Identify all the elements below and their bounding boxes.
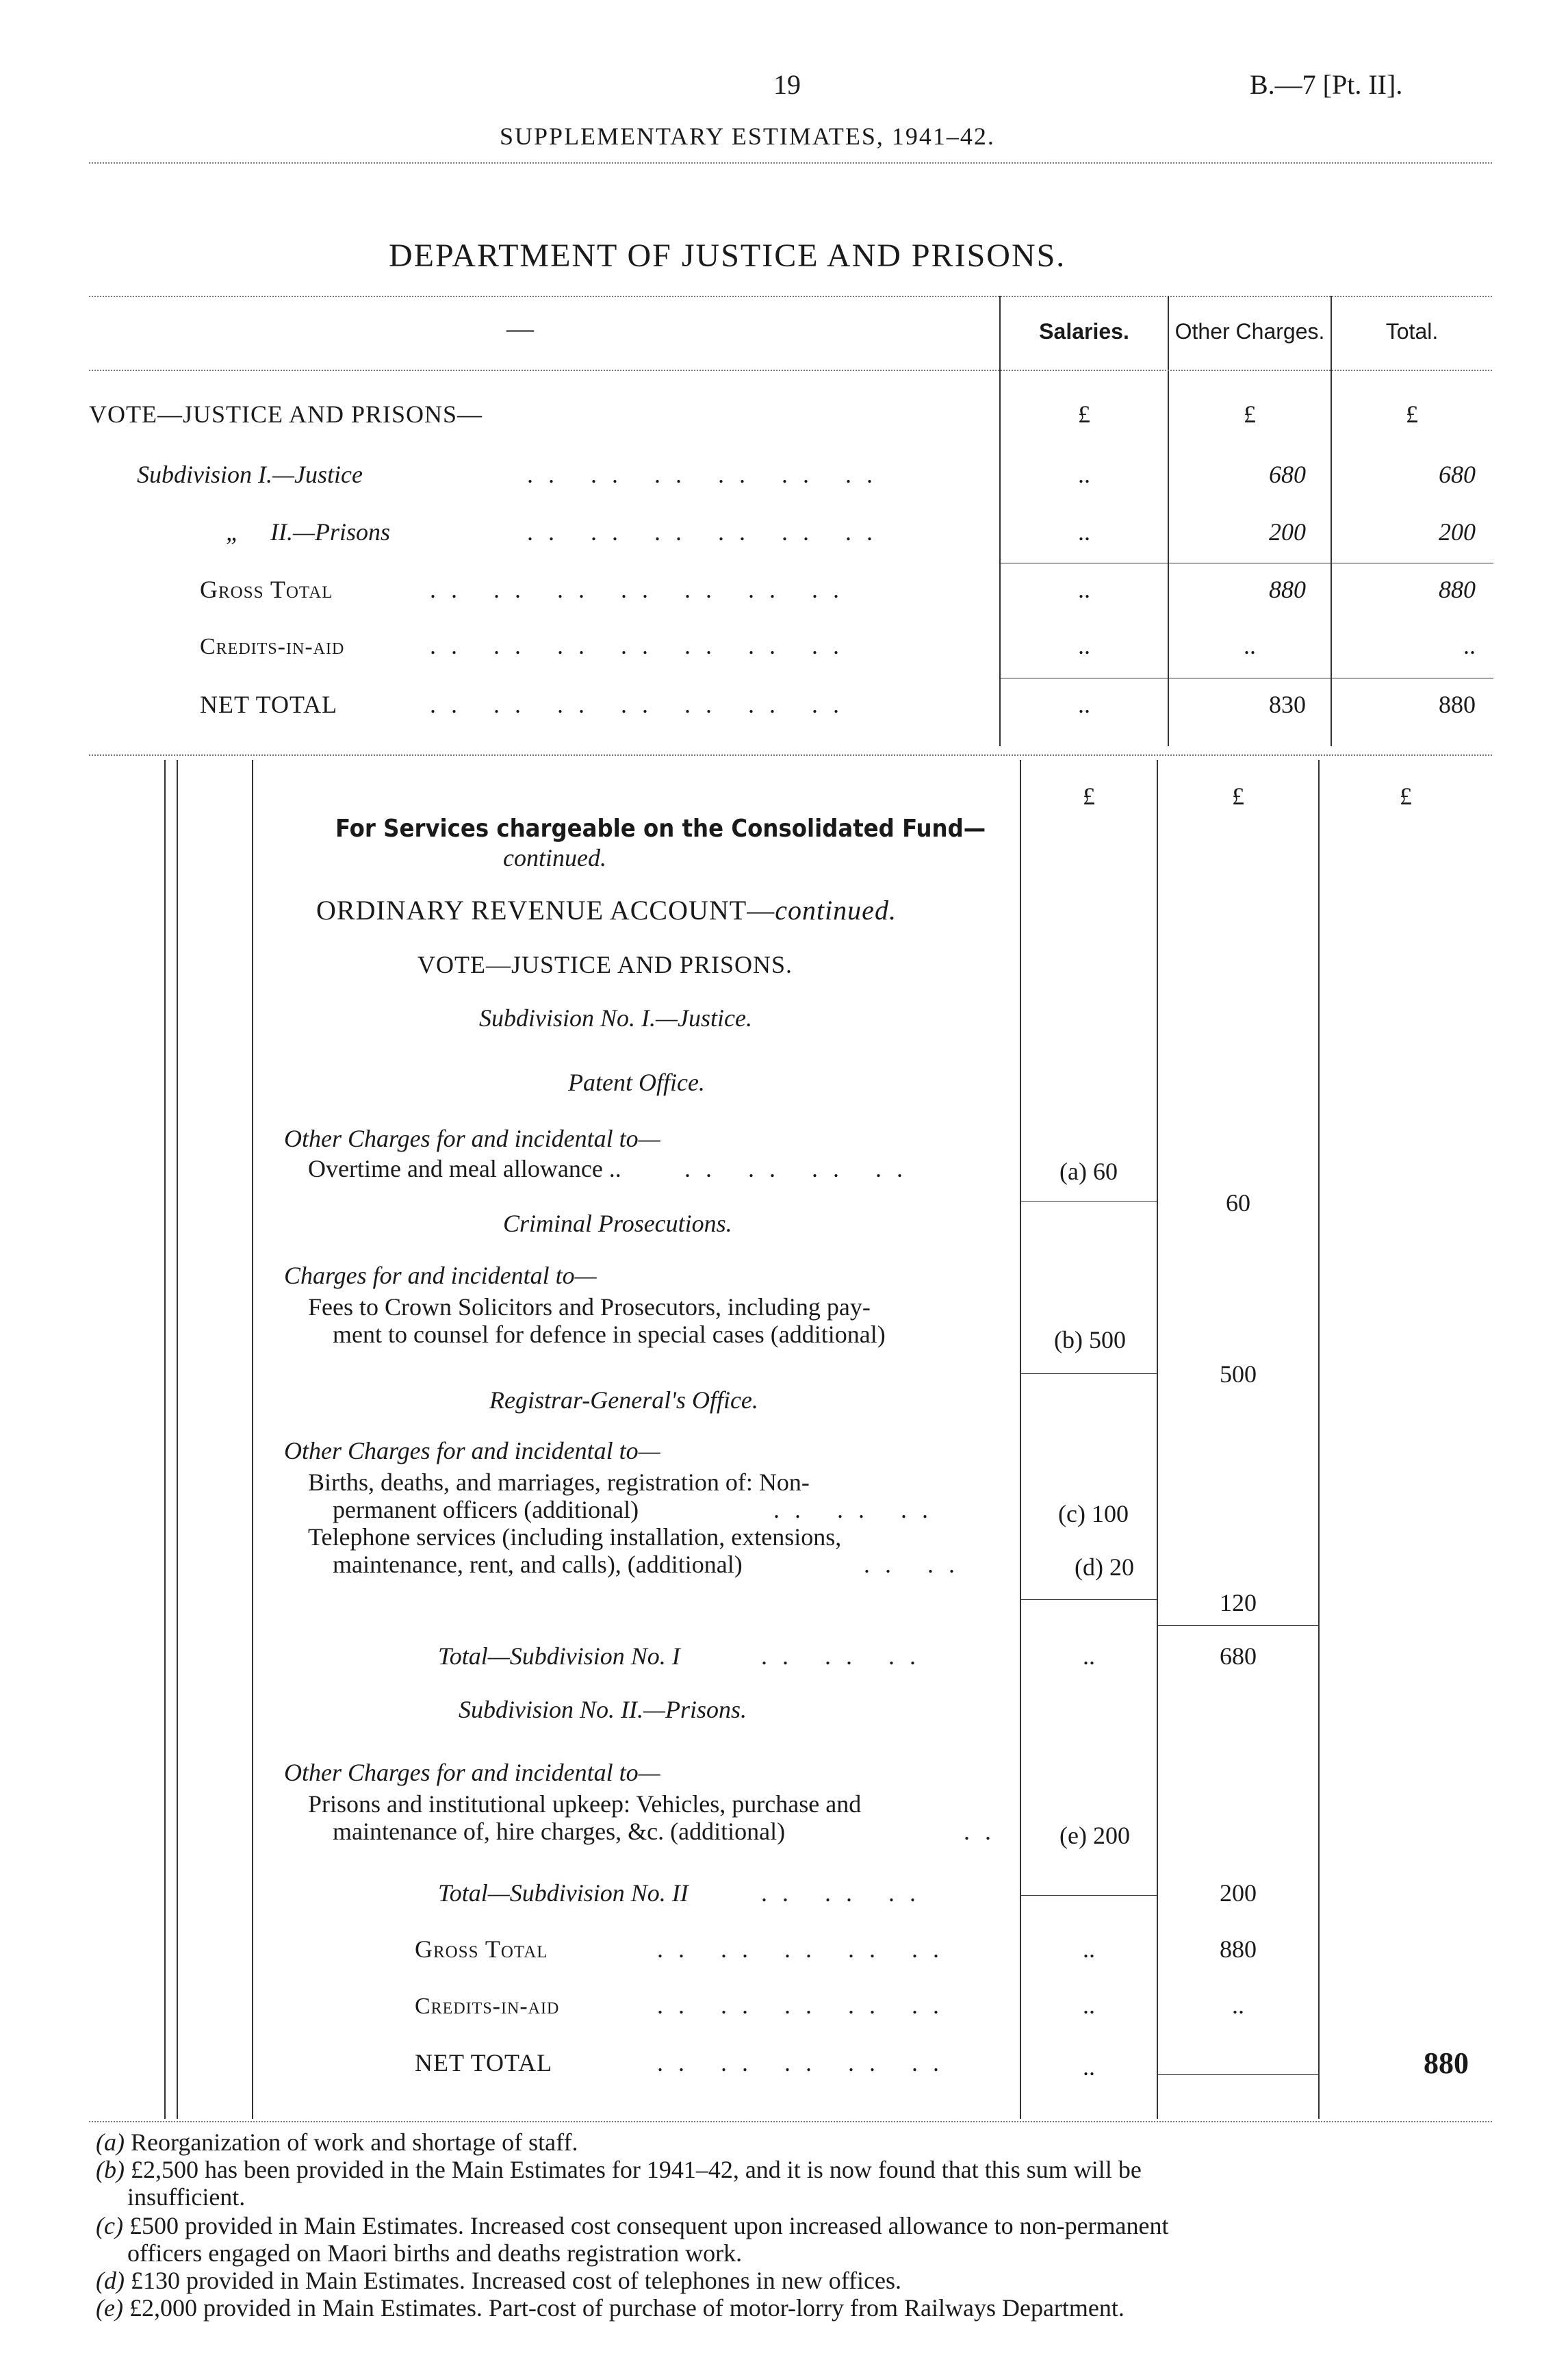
subtotal-rule [1158,2074,1318,2075]
item-rule [1021,1373,1157,1374]
leader-dots: .. .. .. [761,1642,931,1670]
registrar-general-heading: Registrar-General's Office. [489,1386,758,1414]
column-header-other-charges: Other Charges. [1174,319,1325,344]
charges-heading: Charges for and incidental to— [284,1262,597,1289]
summary-total-cell: 880 [1439,576,1476,603]
leader-dots: .. .. .. .. .. .. .. [430,691,854,718]
leader-dots: .. .. .. .. .. [657,1935,954,1963]
summary-other-cell: .. [1244,632,1256,659]
telephone-amount: (d) 20 [1075,1553,1134,1581]
header-rule [89,162,1492,164]
leader-dots: .. .. .. .. .. [657,1992,954,2019]
footnote-b-continued: insufficient. [127,2183,246,2211]
credits-in-aid-salaries: .. [1083,1992,1095,2019]
summary-net-total-label: NET TOTAL [200,691,338,718]
summary-total-cell: 200 [1439,518,1476,546]
registrar-subtotal: 120 [1220,1589,1257,1616]
leader-dots: .. .. .. [761,1879,931,1907]
summary-salaries-cell: .. [1078,461,1090,488]
summary-salaries-cell: .. [1078,632,1090,659]
column-header-total: Total. [1385,319,1439,344]
summary-total-cell: 680 [1439,461,1476,488]
overtime-item: Overtime and meal allowance .. [308,1155,621,1182]
leader-dots: .. .. [864,1551,970,1578]
detail-currency-1: £ [1083,783,1095,810]
leader-dots: .. .. .. .. .. .. .. [430,576,854,603]
patent-office-heading: Patent Office. [568,1069,705,1096]
summary-bottom-rule [89,754,1492,756]
fees-subtotal: 500 [1220,1360,1257,1388]
document-reference: B.—7 [Pt. II]. [1250,69,1403,100]
summary-other-cell: 200 [1269,518,1306,546]
credits-in-aid-label: Credits-in-aid [415,1994,560,2019]
subdivision-1-heading: Subdivision No. I.—Justice. [479,1004,752,1032]
prisons-item-line2: maintenance of, hire charges, &c. (additional) [333,1818,786,1845]
subdivision-2-heading: Subdivision No. II.—Prisons. [459,1696,747,1723]
detail-currency-2: £ [1232,783,1244,810]
page-title: DEPARTMENT OF JUSTICE AND PRISONS. [389,238,1066,274]
fees-item-line2: ment to counsel for defence in special cases (additional) [333,1321,886,1348]
fees-item-line1: Fees to Crown Solicitors and Prosecutors, including pay- [308,1293,871,1321]
summary-total-cell: 880 [1439,691,1476,718]
leader-dots: .. .. .. .. .. .. [527,518,888,546]
summary-total-cell: .. [1463,632,1476,659]
account-heading: ORDINARY REVENUE ACCOUNT—continued. [316,895,897,926]
footnote-e: (e) £2,000 provided in Main Estimates. Part-cost of purchase of motor-lorry from Railways Department. [96,2294,1124,2322]
subtotal-rule [1158,1625,1318,1626]
currency-total: £ [1406,401,1418,428]
footnote-c: (c) £500 provided in Main Estimates. Increased cost consequent upon increased allowance to non-permanent [96,2212,1169,2239]
other-charges-heading: Other Charges for and incidental to— [284,1437,660,1464]
leader-dots: .. .. .. .. [684,1155,918,1182]
leader-dots: .. .. .. [773,1496,943,1523]
detail-bottom-rule [89,2121,1492,2122]
margin-rule [252,760,253,2119]
leader-dots: .. .. .. .. .. .. [527,461,888,488]
gross-total-salaries: .. [1083,1935,1095,1963]
total-subdivision-1-other: 680 [1220,1642,1257,1670]
telephone-item-line2: maintenance, rent, and calls), (additional) [333,1551,743,1578]
total-subdivision-2-other: 200 [1220,1879,1257,1907]
summary-other-cell: 830 [1269,691,1306,718]
credits-in-aid-other: .. [1232,1992,1244,2019]
fund-heading: For Services chargeable on the Consolidated Fund— [335,815,986,843]
margin-rule [164,760,166,2119]
prisons-amount: (e) 200 [1059,1822,1130,1849]
total-subdivision-2-label: Total—Subdivision No. II [438,1879,689,1907]
net-total-amount: 880 [1424,2046,1469,2080]
criminal-prosecutions-heading: Criminal Prosecutions. [503,1210,732,1237]
page-number: 19 [773,69,801,100]
births-amount: (c) 100 [1058,1500,1129,1527]
footnote-d: (d) £130 provided in Main Estimates. Increased cost of telephones in new offices. [96,2267,902,2294]
total-subdivision-1-label: Total—Subdivision No. I [438,1642,680,1670]
other-charges-heading: Other Charges for and incidental to— [284,1125,660,1152]
currency-other: £ [1244,401,1256,428]
margin-rule [177,760,178,2119]
running-title: SUPPLEMENTARY ESTIMATES, 1941–42. [500,123,995,150]
leader-dots: .. [964,1818,1006,1845]
births-item-line1: Births, deaths, and marriages, registration of: Non- [308,1469,810,1496]
summary-salaries-cell: .. [1078,518,1090,546]
fund-heading-continued: continued. [503,844,606,872]
births-item-line2: permanent officers (additional) [333,1496,639,1523]
telephone-item-line1: Telephone services (including installation, extensions, [308,1523,842,1551]
summary-row-label: Subdivision I.—Justice [137,461,363,488]
detail-col-divider [1020,760,1021,2119]
gross-total-other: 880 [1220,1935,1257,1963]
column-header-dash: — [506,313,534,344]
net-total-salaries: .. [1083,2053,1095,2081]
total-subdivision-1-salaries: .. [1083,1642,1095,1670]
leader-dots: .. .. .. .. .. .. .. [430,632,854,659]
item-rule [1021,1895,1157,1896]
item-rule [1021,1201,1157,1202]
summary-other-cell: 680 [1269,461,1306,488]
vote-heading: VOTE—JUSTICE AND PRISONS. [417,951,793,978]
column-header-rule [89,370,1492,371]
detail-col-divider [1318,760,1320,2119]
vote-label: VOTE—JUSTICE AND PRISONS— [89,401,483,428]
prisons-item-line1: Prisons and institutional upkeep: Vehicles, purchase and [308,1790,862,1818]
summary-row-label: „ II.—Prisons [226,518,391,546]
item-rule [1021,1599,1157,1600]
summary-top-rule [89,296,1492,297]
summary-gross-total-label: Gross Total [200,576,333,603]
summary-credits-label: Credits-in-aid [200,634,345,659]
summary-other-cell: 880 [1269,576,1306,603]
footnote-c-continued: officers engaged on Maori births and deaths registration work. [127,2239,743,2267]
gross-total-label: Gross Total [415,1935,548,1963]
detail-col-divider [1157,760,1158,2119]
footnote-b: (b) £2,500 has been provided in the Main Estimates for 1941–42, and it is now found that this sum will be [96,2156,1142,2183]
column-header-salaries: Salaries. [1039,319,1129,344]
net-total-label: NET TOTAL [415,2049,553,2076]
summary-salaries-cell: .. [1078,576,1090,603]
fees-amount: (b) 500 [1054,1326,1126,1353]
summary-salaries-cell: .. [1078,691,1090,718]
currency-salaries: £ [1078,401,1090,428]
detail-currency-3: £ [1400,783,1412,810]
overtime-subtotal: 60 [1226,1189,1250,1217]
footnote-a: (a) Reorganization of work and shortage of staff. [96,2128,578,2156]
overtime-amount: (a) 60 [1059,1158,1118,1185]
leader-dots: .. .. .. .. .. [657,2049,954,2076]
other-charges-heading: Other Charges for and incidental to— [284,1759,660,1786]
